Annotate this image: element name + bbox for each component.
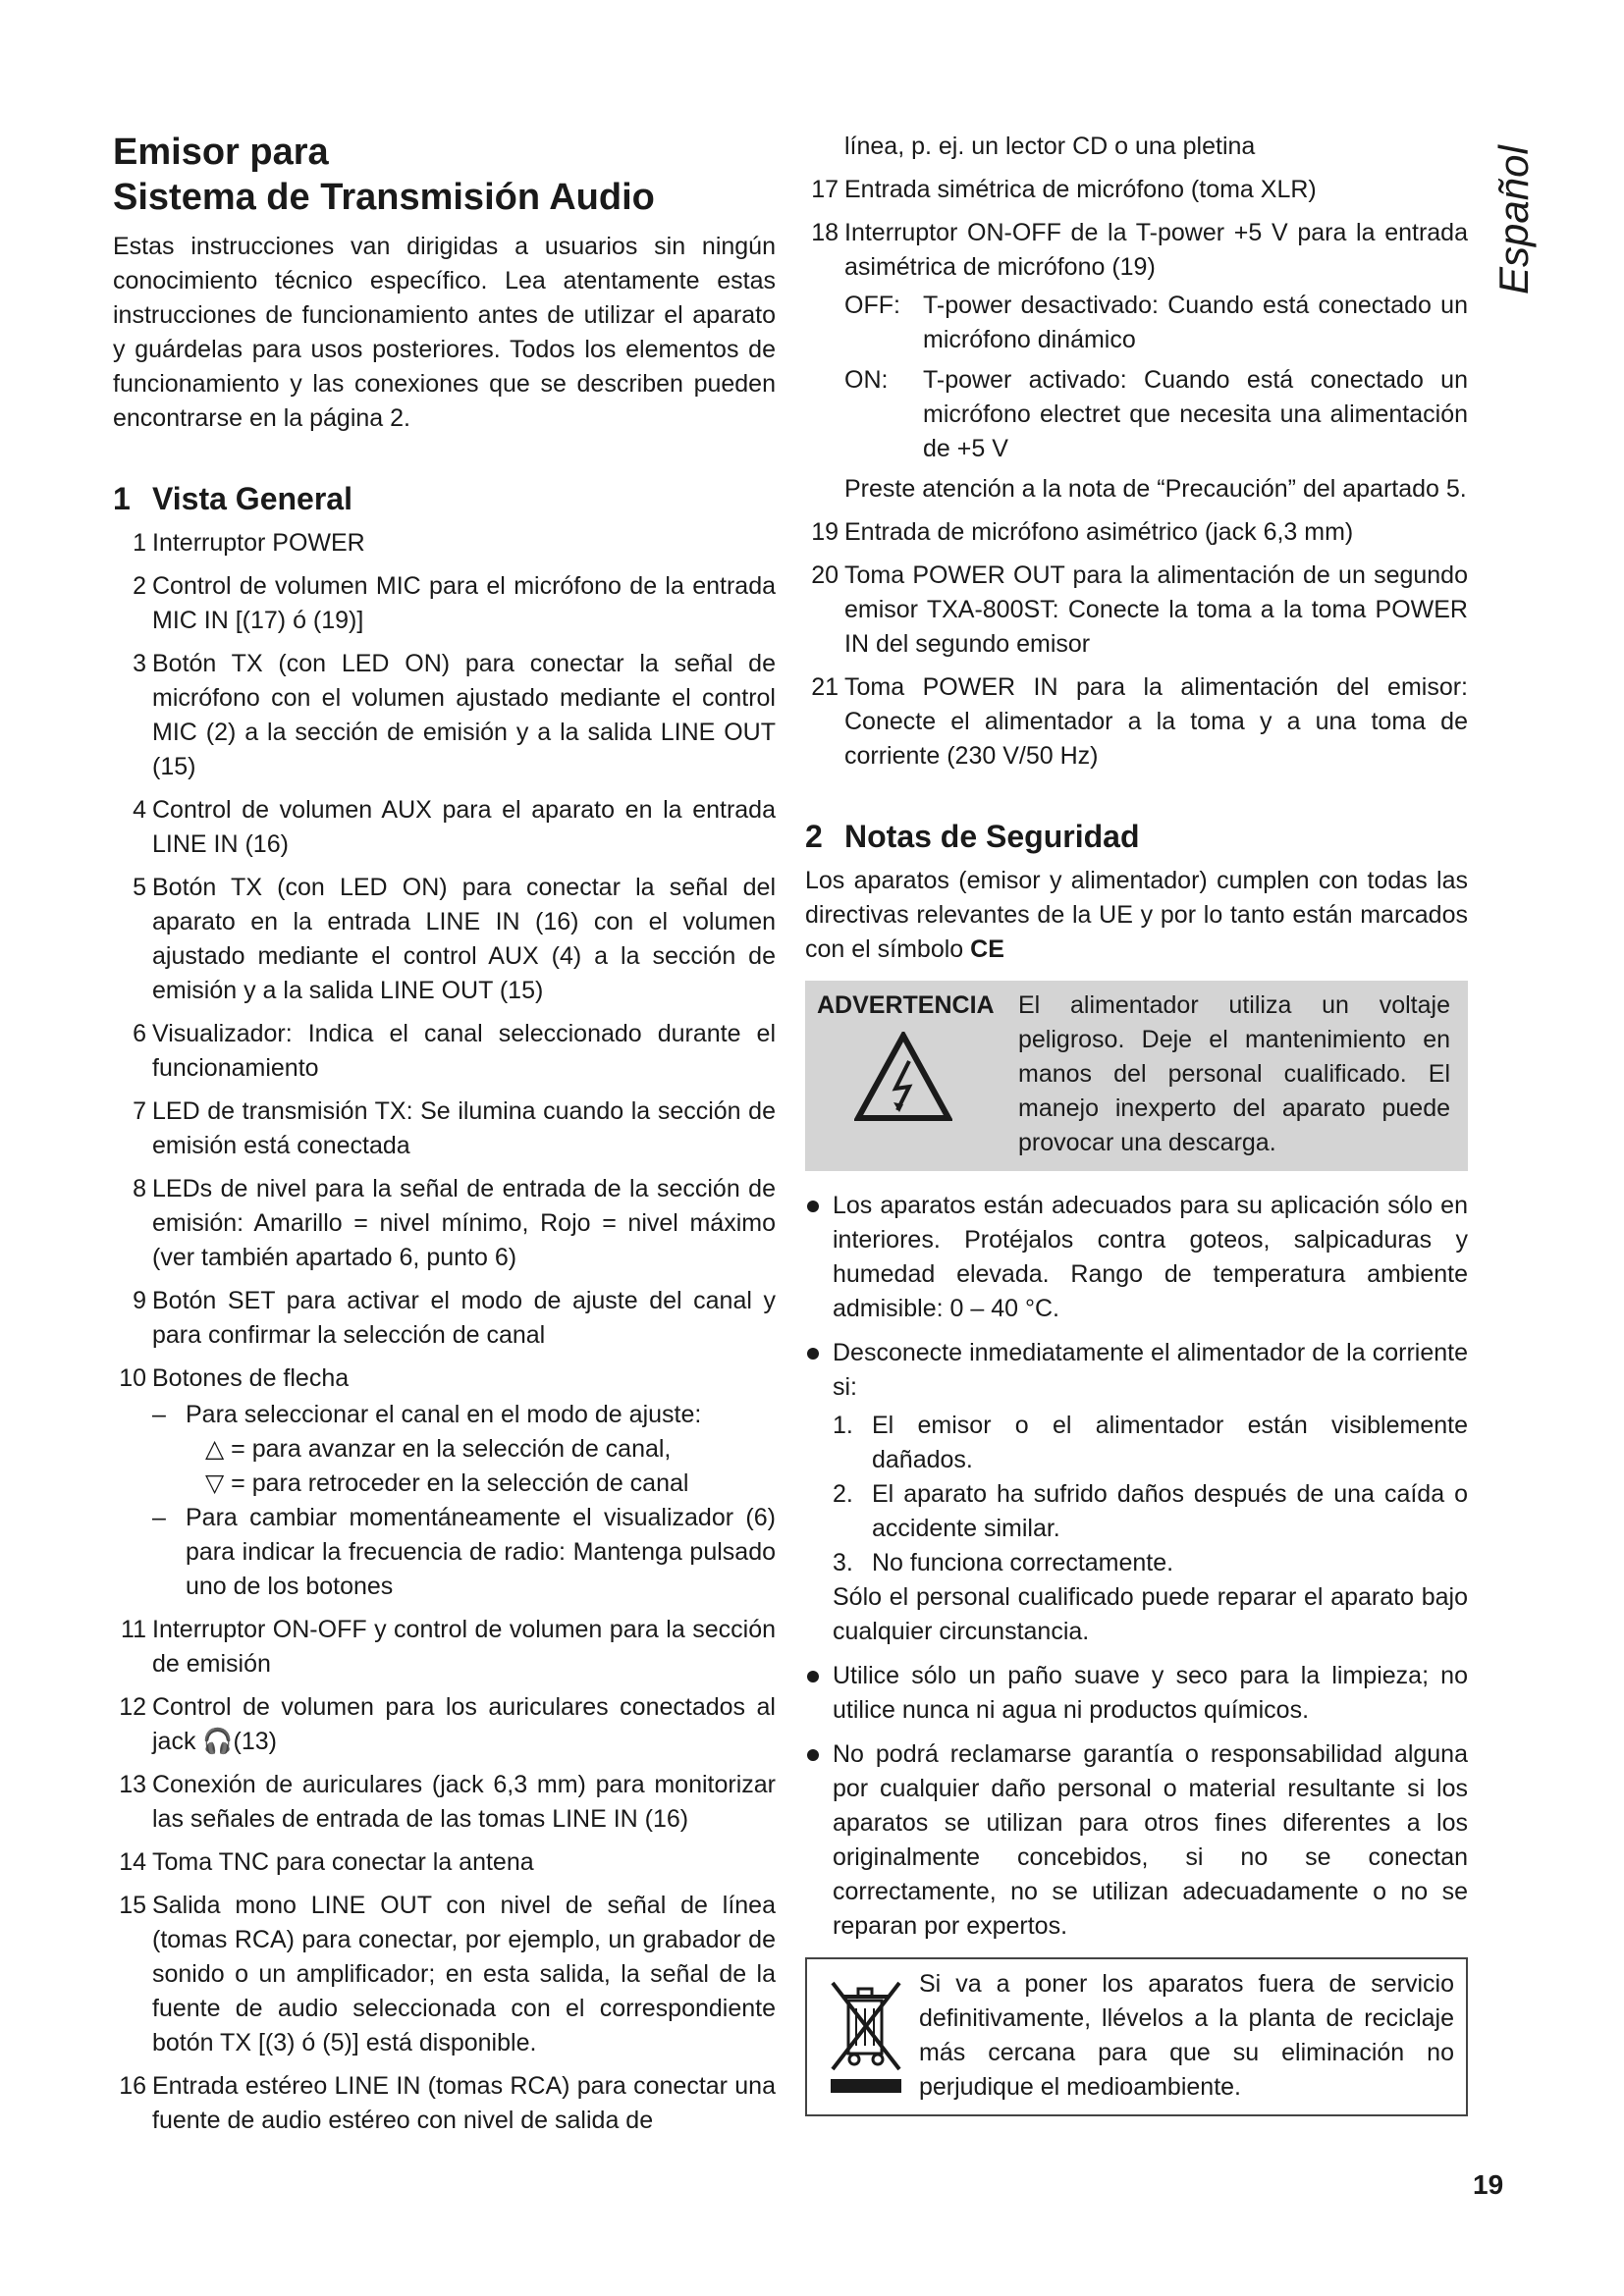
item-text: LED de transmisión TX: Se ilumina cuando la sección de emisión está conectada <box>152 1097 776 1159</box>
qualified-repair-note: Sólo el personal cualificado puede reparar el aparato bajo cualquier circunstancia. <box>833 1583 1468 1645</box>
condition-text: El emisor o el alimentador están visiblemente dañados. <box>872 1412 1468 1473</box>
item-text: Entrada simétrica de micrófono (toma XLR) <box>844 176 1317 203</box>
item-text: Entrada de micrófono asimétrico (jack 6,3 mm) <box>844 518 1354 546</box>
high-voltage-warning-icon <box>854 1032 952 1122</box>
caution-note: Preste atención a la nota de “Precaución” del apartado 5. <box>844 475 1467 503</box>
list-item <box>113 526 776 561</box>
item-number: 15 <box>119 1892 146 1919</box>
title-line-1: Emisor para <box>113 132 329 173</box>
item-text: Salida mono LINE OUT con nivel de señal de línea (tomas RCA) para conectar, por ejemplo, un grabador de sonido o un amplificador; en esta salida, la señal de la fuente de audio seleccionada con el correspondiente botón TX [(3) ó (5)] está disponible. <box>152 1892 776 2056</box>
sub-item-text: Para seleccionar el canal en el modo de ajuste: <box>186 1401 702 1428</box>
recycling-notice-box <box>805 1957 1468 2116</box>
condition-item <box>833 1546 1468 1580</box>
item-number: 10 <box>119 1364 146 1392</box>
language-tab <box>1483 126 1537 302</box>
list-item <box>113 1095 776 1163</box>
warning-text: El alimentador utiliza un voltaje peligroso. Deje el mantenimiento en manos del personal cualificado. El manejo inexperto del aparato puede provocar una descarga. <box>1018 991 1450 1156</box>
bullet-item <box>805 1189 1468 1326</box>
bullet-dot <box>807 1348 819 1360</box>
list-item <box>113 793 776 862</box>
item-text: Interruptor ON-OFF de la T-power +5 V para la entrada asimétrica de micrófono (19) <box>844 219 1468 281</box>
bullet-item <box>805 1737 1468 1944</box>
item-number: 8 <box>133 1175 146 1202</box>
item-text: Toma TNC para conectar la antena <box>152 1848 534 1876</box>
list-item <box>113 1768 776 1837</box>
overview-list-continued <box>805 173 1468 774</box>
item-text: Botón TX (con LED ON) para conectar la señal de micrófono con el volumen ajustado mediante el control MIC (2) a la sección de emisión y a la salida LINE OUT (15) <box>152 650 776 780</box>
item-text: Interruptor ON-OFF y control de volumen para la sección de emisión <box>152 1616 776 1678</box>
item-number: 13 <box>119 1771 146 1798</box>
section-2-heading <box>805 817 1468 856</box>
sub-item <box>152 1501 776 1604</box>
condition-number: 2. <box>833 1480 853 1508</box>
list-item <box>113 1284 776 1353</box>
dash: – <box>152 1504 166 1531</box>
bullet-text: Desconecte inmediatamente el alimentador de la corriente si: <box>833 1339 1468 1401</box>
arrow-down-line: ▽ = para retroceder en la selección de canal <box>205 1469 689 1497</box>
list-item <box>805 216 1468 507</box>
item-text: Entrada estéreo LINE IN (tomas RCA) para conectar una fuente de audio estéreo con nivel de salida de <box>152 2072 776 2134</box>
item-number: 18 <box>811 219 839 246</box>
item-text: Interruptor POWER <box>152 529 365 557</box>
sub-item <box>152 1398 776 1501</box>
bullet-dot <box>807 1749 819 1761</box>
list-item <box>113 871 776 1008</box>
warning-box <box>805 981 1468 1171</box>
item-text: Control de volumen MIC para el micrófono de la entrada MIC IN [(17) ó (19)] <box>152 572 776 634</box>
bullet-dot <box>807 1201 819 1212</box>
item-text: Botón TX (con LED ON) para conectar la señal del aparato en la entrada LINE IN (16) con el volumen ajustado mediante el control AUX (4) a la sección de emisión y a la salida LINE OUT (15) <box>152 874 776 1004</box>
list-item <box>113 2069 776 2138</box>
warning-label: ADVERTENCIA <box>817 991 995 1019</box>
section-2-number: 2 <box>805 819 823 854</box>
condition-item <box>833 1409 1468 1477</box>
list-item <box>113 1613 776 1682</box>
list-item <box>113 1362 776 1604</box>
arrow-up-line: △ = para avanzar en la selección de canal, <box>205 1435 672 1463</box>
item-number: 5 <box>133 874 146 901</box>
safety-bullets <box>805 1189 1468 1944</box>
item-text: Toma POWER IN para la alimentación del emisor: Conecte el alimentador a la toma y a una toma de corriente (230 V/50 Hz) <box>844 673 1468 770</box>
list-item <box>113 1845 776 1880</box>
disconnect-conditions <box>833 1409 1468 1580</box>
bullet-item <box>805 1659 1468 1728</box>
bullet-text: No podrá reclamarse garantía o responsabilidad alguna por cualquier daño personal o material resultante si los aparatos se utilizan para otros fines diferentes a los originalmente concebidos, si no se conectan correctamente, no se utilizan adecuadamente o no se reparan por expertos. <box>833 1740 1468 1940</box>
section-1-number: 1 <box>113 481 131 516</box>
list-item <box>805 515 1468 550</box>
item-text: LEDs de nivel para la señal de entrada de la sección de emisión: Amarillo = nivel mínimo, Rojo = nivel máximo (ver también apartado 6, punto 6) <box>152 1175 776 1271</box>
section-1-title: Vista General <box>152 481 352 516</box>
list-item <box>113 1172 776 1275</box>
section-2-title: Notas de Seguridad <box>844 819 1140 854</box>
sub-item-text: Para cambiar momentáneamente el visualizador (6) para indicar la frecuencia de radio: Mantenga pulsado uno de los botones <box>186 1504 776 1600</box>
item-number: 2 <box>133 572 146 600</box>
item-number: 9 <box>133 1287 146 1314</box>
item-number: 21 <box>811 673 839 701</box>
bullet-text: Utilice sólo un paño suave y seco para la limpieza; no utilice nunca ni agua ni productos químicos. <box>833 1662 1468 1724</box>
item-number: 12 <box>119 1693 146 1721</box>
condition-item <box>833 1477 1468 1546</box>
option-text: T-power activado: Cuando está conectado un micrófono electret que necesita una alimentación de +5 V <box>923 366 1468 462</box>
item-text: Control de volumen AUX para el aparato en la entrada LINE IN (16) <box>152 796 776 858</box>
condition-number: 1. <box>833 1412 853 1439</box>
item-number: 3 <box>133 650 146 677</box>
item-number: 4 <box>133 796 146 824</box>
bullet-text: Los aparatos están adecuados para su aplicación sólo en interiores. Protéjalos contra goteos, salpicaduras y humedad elevada. Rango de temperatura ambiente admisible: 0 – 40 °C. <box>833 1192 1468 1322</box>
bullet-item <box>805 1336 1468 1649</box>
item-text: Botón SET para activar el modo de ajuste del canal y para confirmar la selección de canal <box>152 1287 776 1349</box>
condition-text: No funciona correctamente. <box>872 1549 1174 1576</box>
item-number: 20 <box>811 561 839 589</box>
option-key: OFF: <box>844 292 900 319</box>
crossed-out-bin-icon <box>827 1975 905 2097</box>
dash: – <box>152 1401 166 1428</box>
bullet-dot <box>807 1671 819 1682</box>
option-on <box>844 363 1468 466</box>
condition-number: 3. <box>833 1549 853 1576</box>
item-number: 11 <box>121 1616 146 1643</box>
overview-list <box>113 526 776 2138</box>
title-line-2: Sistema de Transmisión Audio <box>113 177 655 218</box>
item-number: 7 <box>133 1097 146 1125</box>
item-text: Botones de flecha <box>152 1364 350 1392</box>
section-1-heading <box>113 479 776 518</box>
item-text: Conexión de auriculares (jack 6,3 mm) para monitorizar las señales de entrada de las tomas LINE IN (16) <box>152 1771 776 1833</box>
recycling-text: Si va a poner los aparatos fuera de servicio definitivamente, llévelos a la planta de reciclaje más cercana para que su eliminación no perjudique el medioambiente. <box>919 1970 1454 2101</box>
option-text: T-power desactivado: Cuando está conectado un micrófono dinámico <box>923 292 1468 353</box>
document-title <box>113 130 776 220</box>
item-number: 17 <box>811 176 839 203</box>
language-label: Español <box>1490 145 1537 294</box>
option-key: ON: <box>844 366 889 394</box>
condition-text: El aparato ha sufrido daños después de una caída o accidente similar. <box>872 1480 1468 1542</box>
item-16-continuation: línea, p. ej. un lector CD o una pletina <box>844 133 1256 160</box>
arrow-buttons-sublist <box>152 1398 776 1604</box>
list-item <box>113 569 776 638</box>
list-item <box>805 559 1468 662</box>
page-number: 19 <box>1473 2169 1504 2200</box>
safety-intro <box>805 864 1468 967</box>
item-text: Control de volumen para los auriculares conectados al jack 🎧(13) <box>152 1693 776 1755</box>
list-item <box>113 1889 776 2060</box>
left-column <box>113 130 776 2147</box>
item-number: 14 <box>119 1848 146 1876</box>
item-number: 6 <box>133 1020 146 1047</box>
item-number: 19 <box>811 518 839 546</box>
list-item <box>805 173 1468 207</box>
item-number: 16 <box>119 2072 146 2100</box>
list-item <box>805 670 1468 774</box>
item-text: Visualizador: Indica el canal seleccionado durante el funcionamiento <box>152 1020 776 1082</box>
option-off <box>844 289 1468 357</box>
ce-mark: CE <box>970 935 1004 963</box>
item-text: Toma POWER OUT para la alimentación de un segundo emisor TXA-800ST: Conecte la toma a la toma POWER IN del segundo emisor <box>844 561 1468 658</box>
right-column <box>805 130 1468 2116</box>
intro-paragraph: Estas instrucciones van dirigidas a usuarios sin ningún conocimiento técnico específico. Lea atentamente estas instrucciones de funcionamiento antes de utilizar el aparato y guárdelas para usos posteriores. Todos los elementos de funcionamiento y las conexiones que se describen pueden encontrarse en la página 2. <box>113 233 776 432</box>
safety-intro-text: Los aparatos (emisor y alimentador) cumplen con todas las directivas relevantes de la UE y por lo tanto están marcados con el símbolo <box>805 867 1468 963</box>
list-item <box>113 1690 776 1759</box>
item-number: 1 <box>133 529 146 557</box>
list-item <box>113 647 776 784</box>
list-item <box>113 1017 776 1086</box>
